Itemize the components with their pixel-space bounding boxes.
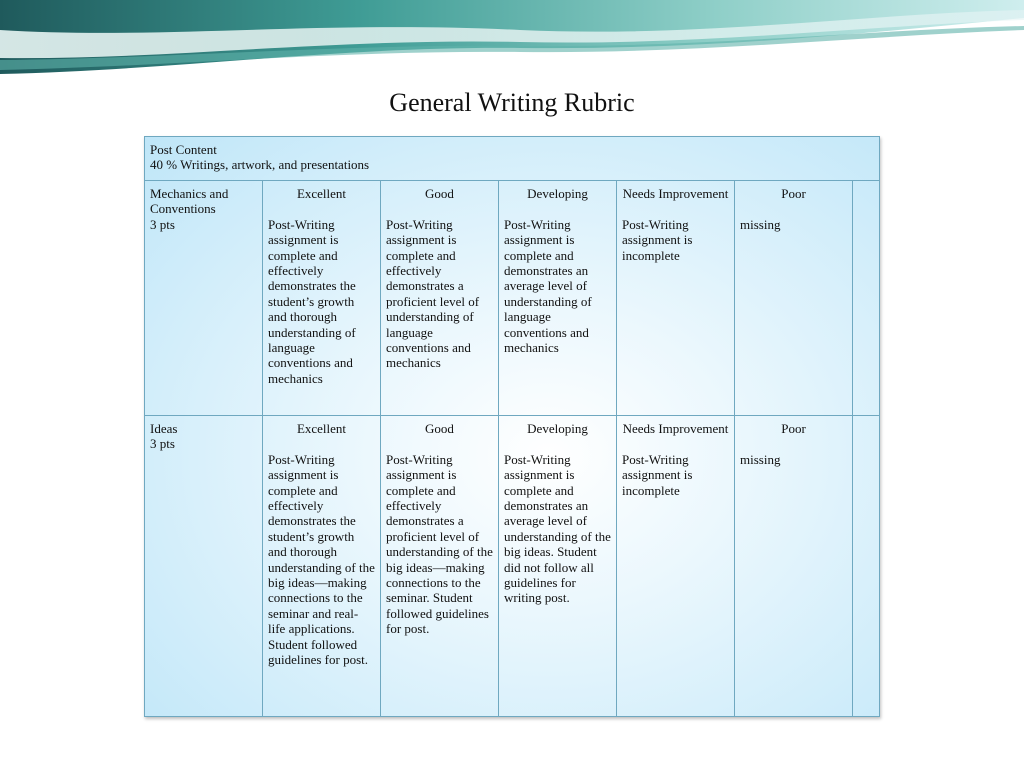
level-label: Developing: [527, 421, 588, 436]
rubric-table: [144, 136, 880, 717]
level-description: missing: [740, 216, 781, 232]
level-label: Needs Improvement: [622, 186, 729, 201]
level-label: Developing: [527, 186, 588, 201]
level-label: Poor: [781, 421, 806, 436]
level-label: Poor: [781, 186, 806, 201]
level-cell-poor: [735, 416, 853, 716]
header-line-1: Post Content: [150, 142, 217, 157]
level-description: Post-Writing assignment is complete and effectively demonstrates a proficient level of understanding of language conventions and mechanics: [386, 216, 480, 371]
criterion-cell: [145, 416, 263, 716]
criterion-line: Mechanics and: [150, 186, 229, 201]
level-description: Post-Writing assignment is complete and demonstrates an average level of understanding of language conventions and mechanics: [504, 216, 592, 356]
level-cell-good: [381, 181, 499, 415]
criterion-points: 3 pts: [150, 436, 175, 452]
level-description: Post-Writing assignment is complete and demonstrates an average level of understanding of the big ideas. Student did not follow all guidelines for writing post.: [504, 451, 611, 606]
rubric-row-ideas: [145, 416, 879, 716]
level-label: Good: [425, 186, 454, 201]
empty-cell: [853, 416, 879, 716]
level-cell-poor: [735, 181, 853, 415]
rubric-row-mechanics: [145, 181, 879, 416]
level-label: Excellent: [296, 421, 347, 436]
criterion-line: Conventions: [150, 201, 216, 217]
level-description: Post-Writing assignment is complete and effectively demonstrates the student’s growth and thorough understanding of the big ideas—making connections to the seminar and real-life applications. Student followed guidelines for post.: [268, 451, 375, 668]
criterion-cell: [145, 181, 263, 415]
level-cell-developing: [499, 416, 617, 716]
level-label: Good: [425, 421, 454, 436]
level-cell-needs-improvement: [617, 181, 735, 415]
level-description: Post-Writing assignment is complete and effectively demonstrates a proficient level of understanding of the big ideas—making connections to the seminar. Student followed guidelines for post.: [386, 451, 493, 637]
level-cell-needs-improvement: [617, 416, 735, 716]
level-description: Post-Writing assignment is incomplete: [622, 451, 693, 498]
header-line-2: 40 % Writings, artwork, and presentations: [150, 157, 370, 172]
criterion-points: 3 pts: [150, 216, 175, 232]
empty-cell: [853, 181, 879, 415]
level-description: missing: [740, 451, 781, 467]
page-title: General Writing Rubric: [389, 88, 635, 117]
level-cell-developing: [499, 181, 617, 415]
level-description: Post-Writing assignment is complete and effectively demonstrates the student’s growth and thorough understanding of language conventions and mechanics: [268, 216, 356, 386]
decorative-wave-banner: [0, 0, 1024, 80]
level-cell-excellent: [263, 181, 381, 415]
level-label: Needs Improvement: [622, 421, 729, 436]
criterion-line: Ideas: [150, 421, 178, 436]
rubric-header-row: [145, 137, 879, 181]
level-description: Post-Writing assignment is incomplete: [622, 216, 693, 263]
level-label: Excellent: [296, 186, 347, 201]
level-cell-excellent: [263, 416, 381, 716]
level-cell-good: [381, 416, 499, 716]
